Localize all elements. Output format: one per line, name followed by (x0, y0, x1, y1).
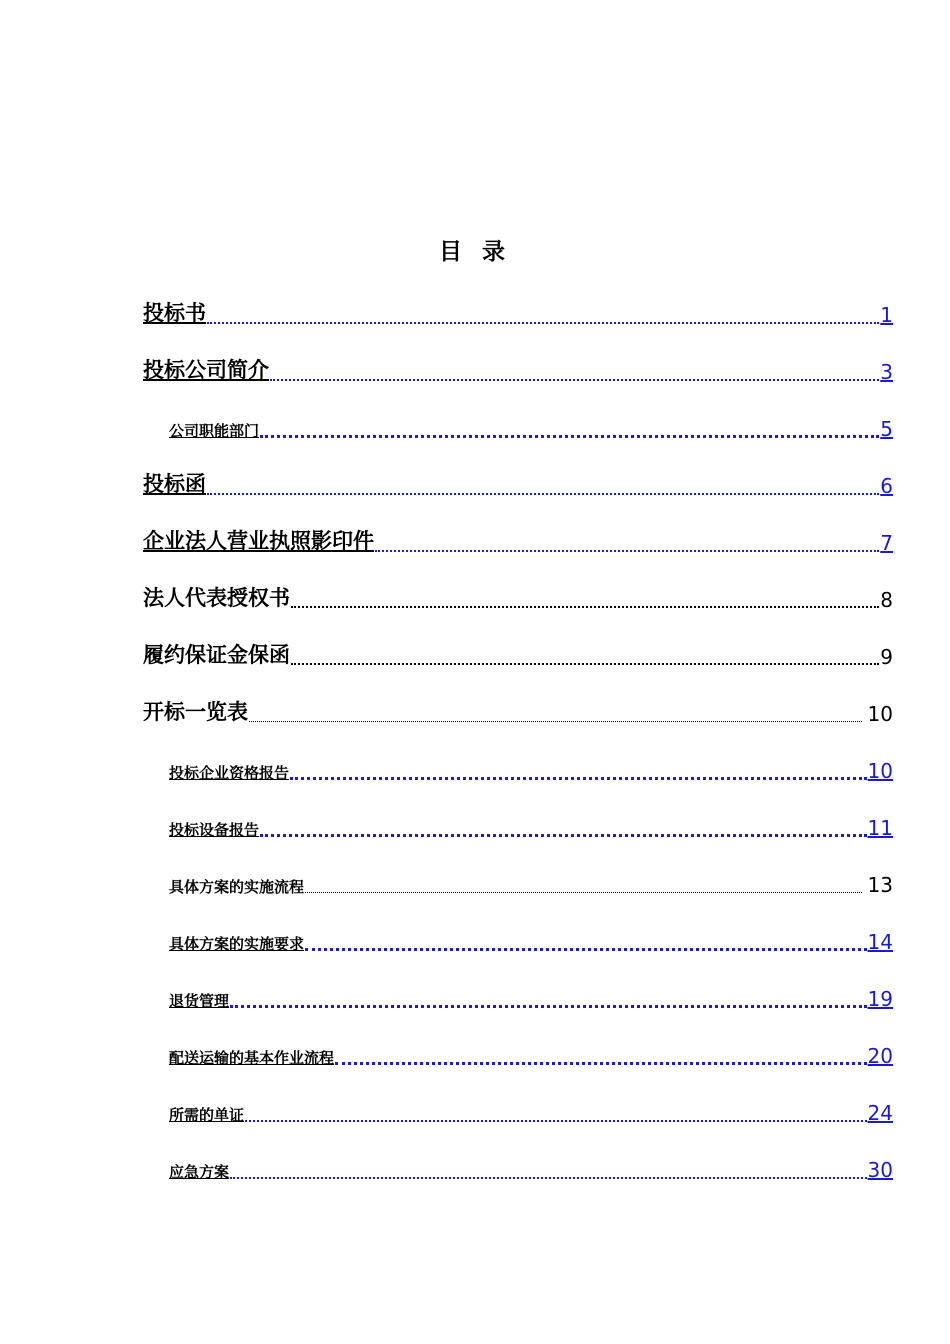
table-of-contents (143, 270, 893, 1182)
toc-entry (143, 612, 893, 669)
toc-entry-label: 配送运输的基本作业流程 (169, 1049, 335, 1067)
toc-entry-page-number[interactable]: 14 (867, 930, 893, 954)
toc-entry (143, 555, 893, 612)
toc-entry[interactable] (143, 1068, 893, 1125)
toc-entry-page-number[interactable]: 24 (867, 1101, 893, 1125)
dot-leader (305, 892, 862, 893)
toc-entry-page-number[interactable]: 7 (880, 531, 893, 555)
toc-entry-label: 公司职能部门 (169, 422, 260, 440)
toc-entry-label: 退货管理 (169, 992, 230, 1010)
toc-entry-label: 企业法人营业执照影印件 (143, 529, 374, 553)
dot-leader (305, 948, 867, 951)
dot-leader (230, 1177, 867, 1179)
toc-entry-label: 投标书 (143, 301, 206, 325)
toc-entry (143, 669, 893, 726)
dot-leader (291, 606, 879, 608)
toc-entry-page-number[interactable]: 3 (880, 360, 893, 384)
dot-leader (270, 379, 879, 381)
dot-leader (249, 721, 862, 722)
dot-leader (207, 493, 879, 495)
toc-entry-page-number[interactable]: 11 (867, 816, 893, 840)
toc-entry[interactable] (143, 897, 893, 954)
toc-entry-page-number[interactable]: 30 (867, 1158, 893, 1182)
toc-entry[interactable] (143, 384, 893, 441)
toc-entry-page-number[interactable]: 10 (867, 759, 893, 783)
toc-entry[interactable] (143, 954, 893, 1011)
toc-entry-page-number: 8 (880, 588, 893, 612)
toc-entry-page-number[interactable]: 19 (867, 987, 893, 1011)
toc-entry-page-number[interactable]: 6 (880, 474, 893, 498)
dot-leader (291, 663, 879, 665)
toc-entry-label: 具体方案的实施流程 (169, 878, 305, 896)
toc-title: 目 录 (438, 239, 511, 265)
toc-entry-page-number[interactable]: 1 (880, 303, 893, 327)
toc-entry-label: 应急方案 (169, 1163, 230, 1181)
dot-leader (207, 322, 879, 324)
toc-entry[interactable] (143, 498, 893, 555)
toc-entry-page-number: 13 (867, 873, 893, 897)
toc-entry-label: 投标函 (143, 472, 206, 496)
toc-entry-label: 投标企业资格报告 (169, 764, 290, 782)
dot-leader (260, 834, 867, 837)
toc-entry[interactable] (143, 726, 893, 783)
toc-entry-page-number: 9 (880, 645, 893, 669)
toc-entry[interactable] (143, 1125, 893, 1182)
dot-leader (375, 550, 879, 552)
toc-entry-page-number[interactable]: 20 (867, 1044, 893, 1068)
toc-entry-label: 投标公司简介 (143, 358, 269, 382)
toc-entry[interactable] (143, 441, 893, 498)
toc-entry-label: 履约保证金保函 (143, 643, 290, 667)
toc-entry (143, 840, 893, 897)
toc-entry-label: 投标设备报告 (169, 821, 260, 839)
dot-leader (245, 1120, 867, 1122)
dot-leader (260, 435, 879, 438)
toc-entry-label: 开标一览表 (143, 700, 248, 724)
toc-entry-label: 法人代表授权书 (143, 586, 290, 610)
toc-entry-label: 具体方案的实施要求 (169, 935, 305, 953)
dot-leader (335, 1062, 867, 1065)
toc-entry[interactable] (143, 327, 893, 384)
toc-entry-page-number: 10 (867, 702, 893, 726)
toc-entry-label: 所需的单证 (169, 1106, 245, 1124)
dot-leader (230, 1005, 867, 1008)
toc-entry[interactable] (143, 270, 893, 327)
toc-entry-page-number[interactable]: 5 (880, 417, 893, 441)
toc-entry[interactable] (143, 783, 893, 840)
dot-leader (290, 777, 867, 780)
toc-entry[interactable] (143, 1011, 893, 1068)
